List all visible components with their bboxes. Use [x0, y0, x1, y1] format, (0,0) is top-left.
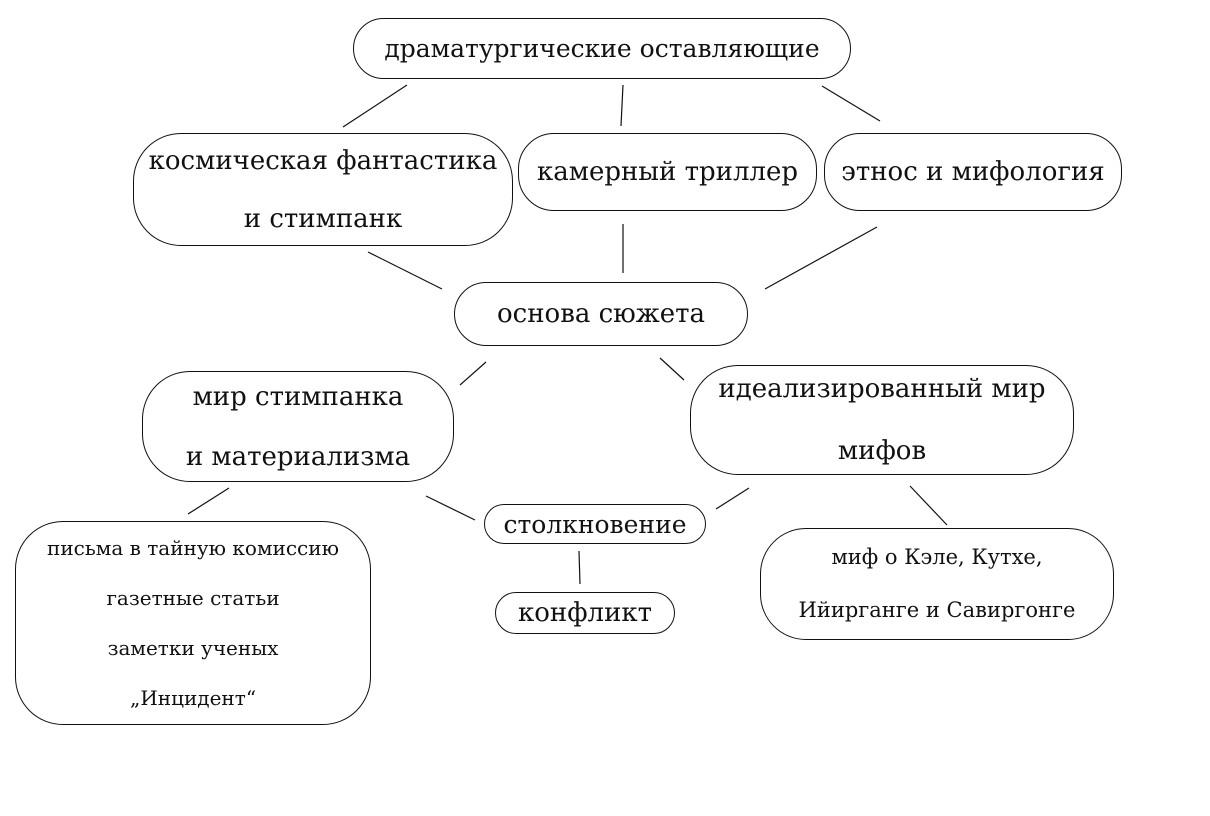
edge-basis-ideal [660, 358, 684, 380]
edge-root-ethnos [822, 86, 880, 121]
node-steampunk-world [142, 371, 454, 482]
edge-basis-steam [460, 362, 486, 385]
node-label-line-1: идеализированный мир [718, 374, 1046, 404]
edge-ideal-myth [910, 486, 947, 525]
node-label-line-1: миф о Кэле, Кутхе, [831, 545, 1043, 569]
node-label-line-3: заметки ученых [107, 636, 279, 660]
node-label-line-2: газетные статьи [106, 586, 280, 610]
node-label: камерный триллер [536, 157, 799, 187]
edge-ethnos-basis [765, 227, 877, 289]
node-label: драматургические оставляющие [384, 34, 820, 63]
edge-cosmic-basis [368, 252, 442, 289]
node-idealized-myth-world [690, 365, 1074, 475]
edge-steam-collision [426, 496, 475, 520]
edge-root-chamber [621, 85, 623, 126]
node-label-line-2: и материализма [185, 441, 411, 472]
node-collision [484, 504, 706, 544]
node-ethnos-mythology [824, 133, 1122, 211]
node-label: этнос и мифология [841, 157, 1105, 187]
node-label-line-2: Ийирганге и Савиргонге [798, 598, 1076, 622]
node-label-line-1: письма в тайную комиссию [47, 536, 339, 560]
node-chamber-thriller [518, 133, 817, 211]
node-label-line-1: космическая фантастика [148, 145, 498, 176]
node-conflict [495, 592, 675, 634]
node-label-line-4: „Инцидент“ [129, 686, 257, 710]
node-label: столкновение [503, 509, 687, 539]
node-dramaturgic-components [353, 18, 851, 79]
node-documents-list [15, 521, 371, 725]
node-plot-basis [454, 282, 748, 346]
node-label-line-1: мир стимпанка [192, 381, 404, 412]
node-label: конфликт [517, 598, 653, 628]
edge-steam-letters [188, 488, 229, 514]
edge-ideal-collision [716, 488, 749, 509]
node-label: основа сюжета [497, 299, 705, 329]
node-myth-characters [760, 528, 1114, 640]
edge-collision-conflict [579, 551, 580, 584]
edge-root-cosmic [343, 85, 407, 127]
node-label-line-2: мифов [837, 436, 927, 466]
node-space-fiction-steampunk [133, 133, 513, 246]
node-label-line-2: и стимпанк [243, 203, 403, 234]
